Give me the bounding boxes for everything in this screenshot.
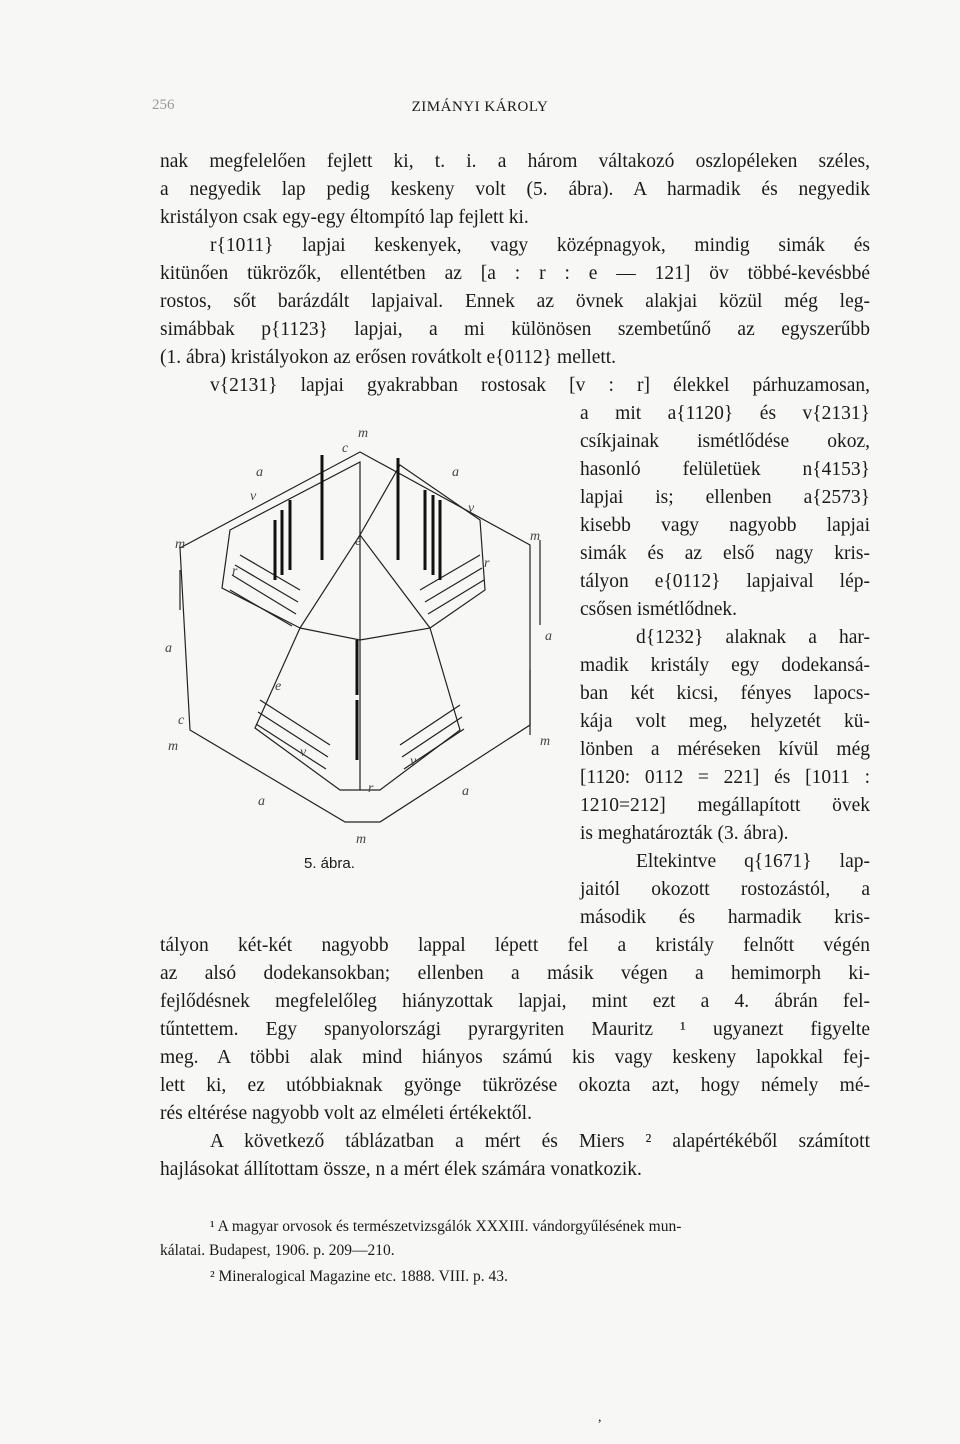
text-line: hajlásokat állítottam össze, n a mért élek számára vonatkozik. [160,1159,642,1180]
page-number: 256 [152,97,175,113]
text-line: hasonló felületüek n{4153} [580,459,870,480]
text-line: meg. A többi alak mind hiányos számú kis vagy keskeny lapokkal fej- [160,1047,870,1068]
figure-label: m [356,832,367,847]
crystal-outline [180,452,530,822]
text-line: kristályon csak egy-egy éltompító lap fejlett ki. [160,207,529,228]
text-line: 1210=212] megállapított övek [580,795,870,816]
text-line: [1120: 0112 = 221] és [1011 : [580,767,870,788]
figure-label: a [258,794,265,809]
text-line: jaitól okozott rostozástól, a [580,879,870,900]
figure-label: a [256,465,263,480]
figure-label: c [178,713,185,728]
text-line: is meghatározták (3. ábra). [580,823,789,844]
text-line: simák és az első nagy kris- [580,543,870,564]
text-line: az alsó dodekansokban; ellenben a másik végen a hemimorph ki- [160,963,870,984]
text-line: fejlődésnek megfelelőleg hiányzottak lapjai, mint ezt a 4. ábrán fel- [160,991,870,1012]
stray-mark: , [598,1410,602,1425]
text-line: d{1232} alaknak a har- [636,627,870,648]
text-line: lönben a méréseken kívül még [580,739,870,760]
text-line: (1. ábra) kristályokon az erősen rovátkolt e{0112} mellett. [160,347,617,368]
footnote: kálatai. Budapest, 1906. p. 209—210. [160,1242,395,1259]
text-line: lapjai is; ellenben a{2573} [580,487,870,508]
text-line: v{2131} lapjai gyakrabban rostosak [v : r] élekkel párhuzamosan, [210,375,870,396]
text-line: tűntettem. Egy spanyolországi pyrargyriten Mauritz ¹ ugyanezt figyelte [160,1019,870,1040]
text-line: kisebb vagy nagyobb lapjai [580,515,870,536]
figure-label: c [342,441,349,456]
text-line: madik kristály egy dodekansá- [580,655,870,676]
figure-label: a [462,784,469,799]
footnote: ¹ A magyar orvosok és természetvizsgálók XXXIII. vándorgyűlésének mun- [210,1218,682,1235]
figure-label: r [368,781,374,796]
figure-label: v [468,501,475,516]
text-line: simábbak p{1123} lapjai, a mi különösen szembetűnő az egyszerűbb [160,319,870,340]
text-line: r{1011} lapjai keskenyek, vagy középnagyok, mindig simák és [210,235,870,256]
text-line: nak megfelelően fejlett ki, t. i. a három váltakozó oszlopéleken széles, [160,151,870,172]
figure-label: m [540,734,551,749]
figure-label: a [545,629,552,644]
figure-label: e [355,534,362,549]
text-line: ban két kicsi, fényes lapocs- [580,683,870,704]
figure-label: v [410,754,417,769]
text-line: tályon két-két nagyobb lappal lépett fel a kristály felnőtt végén [160,935,870,956]
text-line: rés eltérése nagyobb volt az elméleti értékektől. [160,1103,532,1124]
figure-label: e [275,679,282,694]
upper-face-right [360,465,485,628]
figure-label: v [300,745,307,760]
figure-label: a [165,641,172,656]
text-line: A következő táblázatban a mért és Miers ² alapértékéből számított [210,1131,870,1152]
text-line: második és harmadik kris- [580,907,870,928]
figure-label: r [484,556,490,571]
text-line: a mit a{1120} és v{2131} [580,403,870,424]
figure-caption: 5. ábra. [304,855,355,872]
text-line: rostos, sőt barázdált lapjaival. Ennek az övnek alakjai közül még leg- [160,291,870,312]
figure-label: m [175,537,186,552]
text-line: Eltekintve q{1671} lap- [636,851,870,872]
figure-label: r [232,564,238,579]
text-line: tályon e{0112} lapjaival lép- [580,571,870,592]
text-line: a negyedik lap pedig keskeny volt (5. ábra). A harmadik és negyedik [160,179,870,200]
figure-label: m [168,739,179,754]
figure-label: a [452,465,459,480]
text-line: lett ki, ez utóbbiaknak gyönge tükrözése okozta azt, hogy némely mé- [160,1075,870,1096]
text-line: csősen ismétlődnek. [580,599,738,620]
footnote: ² Mineralogical Magazine etc. 1888. VIII. p. 43. [210,1268,508,1285]
crystal-figure [150,420,570,850]
text-line: kitünően tükrözők, ellentétben az [a : r : e — 121] öv többé-kevésbbé [160,263,870,284]
figure-label: m [530,529,541,544]
running-title: ZIMÁNYI KÁROLY [411,99,549,115]
text-line: csíkjainak ismétlődése okoz, [580,431,870,452]
figure-label: v [250,489,257,504]
figure-label: m [358,426,369,441]
text-line: kája volt meg, helyzetét kü- [580,711,870,732]
